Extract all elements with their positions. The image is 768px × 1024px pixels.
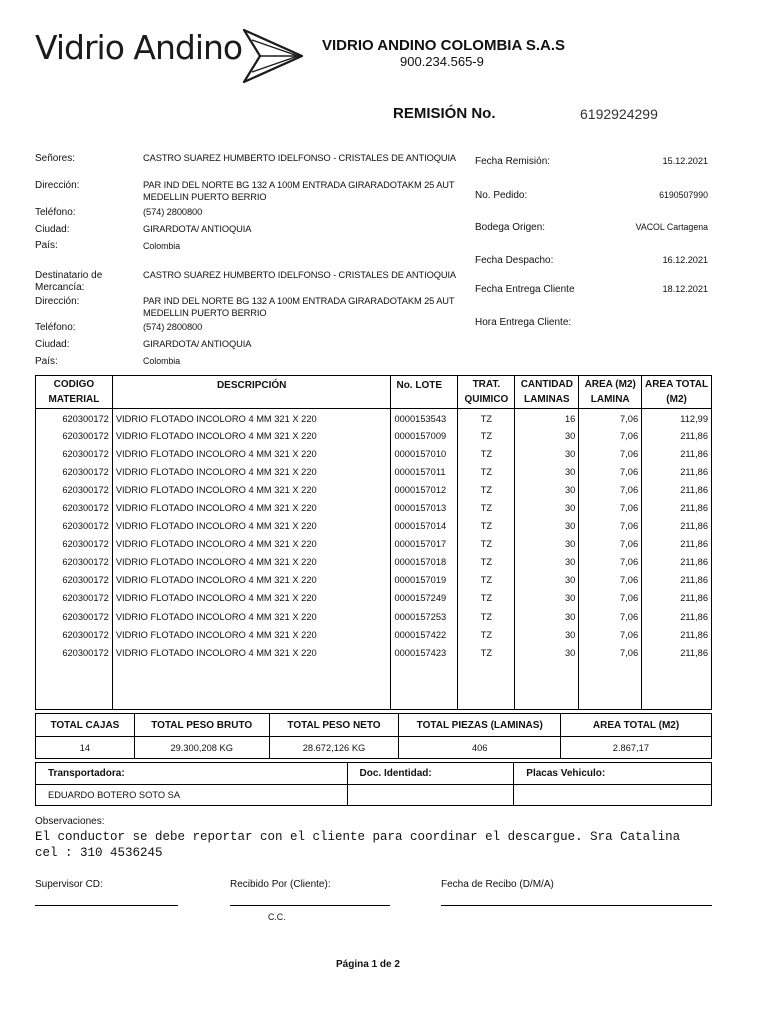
direccion-label: Dirección: xyxy=(35,180,80,191)
cell-lote: 0000157014 xyxy=(391,517,458,535)
destinatario-label-line1: Destinatario de xyxy=(35,270,103,281)
cell-trat: TZ xyxy=(458,427,515,445)
cell-codigo: 620300172 xyxy=(36,589,113,607)
pedido-label: No. Pedido: xyxy=(475,190,528,201)
cell-area: 7,06 xyxy=(579,589,642,607)
cell-area: 7,06 xyxy=(579,517,642,535)
cell-area: 7,06 xyxy=(579,644,642,662)
recibido-label: Recibido Por (Cliente): xyxy=(230,879,331,890)
table-filler-cell xyxy=(458,662,515,710)
cell-trat: TZ xyxy=(458,463,515,481)
transportadora-label: Transportadora: xyxy=(36,763,348,785)
cell-total: 211,86 xyxy=(642,445,712,463)
cell-codigo: 620300172 xyxy=(36,517,113,535)
cell-trat: TZ xyxy=(458,626,515,644)
cell-area: 7,06 xyxy=(579,445,642,463)
items-table xyxy=(35,375,712,710)
ciudad-value: GIRARDOTA/ ANTIOQUIA xyxy=(143,224,252,234)
cell-cantidad: 30 xyxy=(515,517,579,535)
dest-direccion-line1: PAR IND DEL NORTE BG 132 A 100M ENTRADA GIRARADOTAKM 25 AUT xyxy=(143,296,455,306)
placas-label: Placas Vehiculo: xyxy=(514,763,712,785)
doc-identidad-value xyxy=(347,785,514,806)
total-area-value: 2.867,17 xyxy=(561,737,712,759)
despacho-label: Fecha Despacho: xyxy=(475,255,554,266)
table-row xyxy=(36,644,712,662)
cell-lote: 0000157011 xyxy=(391,463,458,481)
cell-total: 211,86 xyxy=(642,481,712,499)
totals-header-row xyxy=(36,714,712,737)
despacho-value: 16.12.2021 xyxy=(662,255,708,265)
pais-label: País: xyxy=(35,240,58,251)
cell-descripcion: VIDRIO FLOTADO INCOLORO 4 MM 321 X 220 xyxy=(112,608,391,626)
col-trat-header: TRAT. QUIMICO xyxy=(458,376,515,409)
col-codigo-header: CODIGO MATERIAL xyxy=(36,376,113,409)
cell-area: 7,06 xyxy=(579,409,642,427)
cell-cantidad: 30 xyxy=(515,427,579,445)
table-row xyxy=(36,517,712,535)
cell-codigo: 620300172 xyxy=(36,553,113,571)
cell-codigo: 620300172 xyxy=(36,571,113,589)
col-descripcion-header: DESCRIPCIÓN xyxy=(112,376,391,409)
cell-descripcion: VIDRIO FLOTADO INCOLORO 4 MM 321 X 220 xyxy=(112,445,391,463)
cell-total: 211,86 xyxy=(642,608,712,626)
dest-ciudad-label: Ciudad: xyxy=(35,339,70,350)
cell-lote: 0000157013 xyxy=(391,499,458,517)
table-filler-cell xyxy=(642,662,712,710)
cell-cantidad: 30 xyxy=(515,589,579,607)
table-row xyxy=(36,499,712,517)
cell-lote: 0000157010 xyxy=(391,445,458,463)
direccion-line1: PAR IND DEL NORTE BG 132 A 100M ENTRADA GIRARADOTAKM 25 AUT xyxy=(143,180,455,190)
cell-lote: 0000157253 xyxy=(391,608,458,626)
cell-descripcion: VIDRIO FLOTADO INCOLORO 4 MM 321 X 220 xyxy=(112,463,391,481)
dest-telefono-value: (574) 2800800 xyxy=(143,322,203,332)
dest-direccion-line2: MEDELLIN PUERTO BERRIO xyxy=(143,308,267,318)
transport-value-row xyxy=(36,785,712,806)
cell-codigo: 620300172 xyxy=(36,463,113,481)
cell-cantidad: 30 xyxy=(515,608,579,626)
supervisor-label: Supervisor CD: xyxy=(35,879,103,890)
cell-total: 112,99 xyxy=(642,409,712,427)
col-total-header: AREA TOTAL (M2) xyxy=(642,376,712,409)
dest-ciudad-value: GIRARDOTA/ ANTIOQUIA xyxy=(143,339,252,349)
cell-codigo: 620300172 xyxy=(36,409,113,427)
table-row xyxy=(36,535,712,553)
pais-value: Colombia xyxy=(143,241,181,251)
cell-codigo: 620300172 xyxy=(36,644,113,662)
fecha-recibo-line xyxy=(441,905,712,906)
cell-area: 7,06 xyxy=(579,571,642,589)
cell-cantidad: 16 xyxy=(515,409,579,427)
company-logo-text: Vidrio Andino xyxy=(35,28,243,67)
cell-cantidad: 30 xyxy=(515,644,579,662)
cell-trat: TZ xyxy=(458,517,515,535)
cell-descripcion: VIDRIO FLOTADO INCOLORO 4 MM 321 X 220 xyxy=(112,535,391,553)
cell-trat: TZ xyxy=(458,589,515,607)
cell-total: 211,86 xyxy=(642,553,712,571)
cell-area: 7,06 xyxy=(579,626,642,644)
hora-entrega-label: Hora Entrega Cliente: xyxy=(475,317,572,328)
cc-label: C.C. xyxy=(268,912,286,922)
table-filler-row xyxy=(36,662,712,710)
entrega-label: Fecha Entrega Cliente xyxy=(475,284,575,295)
ciudad-label: Ciudad: xyxy=(35,224,70,235)
table-row xyxy=(36,553,712,571)
cell-codigo: 620300172 xyxy=(36,445,113,463)
cell-cantidad: 30 xyxy=(515,553,579,571)
total-peso-neto-value: 28.672,126 KG xyxy=(269,737,399,759)
cell-cantidad: 30 xyxy=(515,571,579,589)
cell-trat: TZ xyxy=(458,535,515,553)
table-row xyxy=(36,571,712,589)
transportadora-value: EDUARDO BOTERO SOTO SA xyxy=(36,785,348,806)
cell-cantidad: 30 xyxy=(515,463,579,481)
observaciones-label: Observaciones: xyxy=(35,816,105,827)
cell-descripcion: VIDRIO FLOTADO INCOLORO 4 MM 321 X 220 xyxy=(112,427,391,445)
bodega-value: VACOL Cartagena xyxy=(635,222,708,232)
cell-trat: TZ xyxy=(458,553,515,571)
remision-number: 6192924299 xyxy=(580,106,658,122)
table-row xyxy=(36,608,712,626)
cell-trat: TZ xyxy=(458,445,515,463)
col-lote-header: No. LOTE xyxy=(391,376,458,409)
table-row xyxy=(36,445,712,463)
cell-descripcion: VIDRIO FLOTADO INCOLORO 4 MM 321 X 220 xyxy=(112,571,391,589)
cell-descripcion: VIDRIO FLOTADO INCOLORO 4 MM 321 X 220 xyxy=(112,553,391,571)
table-row xyxy=(36,463,712,481)
cell-area: 7,06 xyxy=(579,553,642,571)
cell-area: 7,06 xyxy=(579,463,642,481)
cell-area: 7,06 xyxy=(579,608,642,626)
cell-cantidad: 30 xyxy=(515,445,579,463)
table-row xyxy=(36,481,712,499)
observaciones-line1: El conductor se debe reportar con el cliente para coordinar el descargue. Sra Catalina xyxy=(35,830,681,844)
totals-table xyxy=(35,713,712,759)
observaciones-line2: cel : 310 4536245 xyxy=(35,846,163,860)
supervisor-signature-line xyxy=(35,905,178,906)
cell-total: 211,86 xyxy=(642,589,712,607)
table-row xyxy=(36,626,712,644)
table-row xyxy=(36,589,712,607)
cell-total: 211,86 xyxy=(642,499,712,517)
cell-lote: 0000153543 xyxy=(391,409,458,427)
cell-lote: 0000157018 xyxy=(391,553,458,571)
cell-cantidad: 30 xyxy=(515,481,579,499)
col-cantidad-header: CANTIDAD LAMINAS xyxy=(515,376,579,409)
cell-total: 211,86 xyxy=(642,427,712,445)
table-filler-cell xyxy=(579,662,642,710)
cell-codigo: 620300172 xyxy=(36,608,113,626)
entrega-value: 18.12.2021 xyxy=(662,284,708,294)
dest-telefono-label: Teléfono: xyxy=(35,322,76,333)
total-cajas-value: 14 xyxy=(36,737,135,759)
cell-area: 7,06 xyxy=(579,535,642,553)
cell-lote: 0000157249 xyxy=(391,589,458,607)
table-filler-cell xyxy=(36,662,113,710)
recibido-signature-line xyxy=(230,905,390,906)
total-peso-neto-label: TOTAL PESO NETO xyxy=(269,714,399,737)
total-piezas-value: 406 xyxy=(399,737,561,759)
cell-lote: 0000157423 xyxy=(391,644,458,662)
cell-codigo: 620300172 xyxy=(36,626,113,644)
fecha-remision-value: 15.12.2021 xyxy=(662,156,708,166)
cell-area: 7,06 xyxy=(579,427,642,445)
senores-value: CASTRO SUAREZ HUMBERTO IDELFONSO - CRISTALES DE ANTIOQUIA xyxy=(143,153,457,163)
dest-pais-value: Colombia xyxy=(143,356,181,366)
cell-codigo: 620300172 xyxy=(36,427,113,445)
col-area-header: AREA (M2) LAMINA xyxy=(579,376,642,409)
cell-lote: 0000157019 xyxy=(391,571,458,589)
table-filler-cell xyxy=(391,662,458,710)
cell-codigo: 620300172 xyxy=(36,481,113,499)
cell-lote: 0000157422 xyxy=(391,626,458,644)
placas-value xyxy=(514,785,712,806)
cell-descripcion: VIDRIO FLOTADO INCOLORO 4 MM 321 X 220 xyxy=(112,499,391,517)
table-filler-cell xyxy=(112,662,391,710)
cell-descripcion: VIDRIO FLOTADO INCOLORO 4 MM 321 X 220 xyxy=(112,481,391,499)
totals-value-row xyxy=(36,737,712,759)
cell-lote: 0000157012 xyxy=(391,481,458,499)
destinatario-label-line2: Mercancía: xyxy=(35,282,85,293)
telefono-value: (574) 2800800 xyxy=(143,207,203,217)
pedido-value: 6190507990 xyxy=(659,190,708,200)
total-cajas-label: TOTAL CAJAS xyxy=(36,714,135,737)
total-peso-bruto-value: 29.300,208 KG xyxy=(134,737,269,759)
cell-trat: TZ xyxy=(458,608,515,626)
fecha-remision-label: Fecha Remisión: xyxy=(475,156,551,167)
cell-trat: TZ xyxy=(458,481,515,499)
fecha-recibo-label: Fecha de Recibo (D/M/A) xyxy=(441,879,554,890)
cell-cantidad: 30 xyxy=(515,499,579,517)
cell-total: 211,86 xyxy=(642,571,712,589)
cell-descripcion: VIDRIO FLOTADO INCOLORO 4 MM 321 X 220 xyxy=(112,644,391,662)
bodega-label: Bodega Origen: xyxy=(475,222,546,233)
senores-label: Señores: xyxy=(35,153,76,164)
cell-total: 211,86 xyxy=(642,517,712,535)
dest-direccion-label: Dirección: xyxy=(35,296,80,307)
total-area-label: AREA TOTAL (M2) xyxy=(561,714,712,737)
cell-cantidad: 30 xyxy=(515,535,579,553)
cell-trat: TZ xyxy=(458,409,515,427)
cell-total: 211,86 xyxy=(642,644,712,662)
cell-cantidad: 30 xyxy=(515,626,579,644)
cell-codigo: 620300172 xyxy=(36,499,113,517)
logo-arrow-icon xyxy=(242,26,304,86)
transport-table xyxy=(35,762,712,806)
direccion-line2: MEDELLIN PUERTO BERRIO xyxy=(143,192,267,202)
dest-pais-label: País: xyxy=(35,356,58,367)
cell-codigo: 620300172 xyxy=(36,535,113,553)
company-name: VIDRIO ANDINO COLOMBIA S.A.S xyxy=(322,37,566,54)
table-row xyxy=(36,409,712,427)
cell-lote: 0000157009 xyxy=(391,427,458,445)
cell-trat: TZ xyxy=(458,499,515,517)
destinatario-value: CASTRO SUAREZ HUMBERTO IDELFONSO - CRISTALES DE ANTIOQUIA xyxy=(143,270,457,280)
table-filler-cell xyxy=(515,662,579,710)
remision-label: REMISIÓN No. xyxy=(393,105,496,122)
telefono-label: Teléfono: xyxy=(35,207,76,218)
cell-total: 211,86 xyxy=(642,463,712,481)
cell-descripcion: VIDRIO FLOTADO INCOLORO 4 MM 321 X 220 xyxy=(112,409,391,427)
total-peso-bruto-label: TOTAL PESO BRUTO xyxy=(134,714,269,737)
total-piezas-label: TOTAL PIEZAS (LAMINAS) xyxy=(399,714,561,737)
items-header-row xyxy=(36,376,712,409)
cell-area: 7,06 xyxy=(579,481,642,499)
cell-descripcion: VIDRIO FLOTADO INCOLORO 4 MM 321 X 220 xyxy=(112,626,391,644)
cell-trat: TZ xyxy=(458,571,515,589)
cell-area: 7,06 xyxy=(579,499,642,517)
transport-header-row xyxy=(36,763,712,785)
cell-total: 211,86 xyxy=(642,535,712,553)
doc-identidad-label: Doc. Identidad: xyxy=(347,763,514,785)
cell-descripcion: VIDRIO FLOTADO INCOLORO 4 MM 321 X 220 xyxy=(112,589,391,607)
table-row xyxy=(36,427,712,445)
cell-lote: 0000157017 xyxy=(391,535,458,553)
cell-trat: TZ xyxy=(458,644,515,662)
cell-descripcion: VIDRIO FLOTADO INCOLORO 4 MM 321 X 220 xyxy=(112,517,391,535)
cell-total: 211,86 xyxy=(642,626,712,644)
company-nit: 900.234.565-9 xyxy=(400,54,484,69)
page-number: Página 1 de 2 xyxy=(336,959,400,970)
